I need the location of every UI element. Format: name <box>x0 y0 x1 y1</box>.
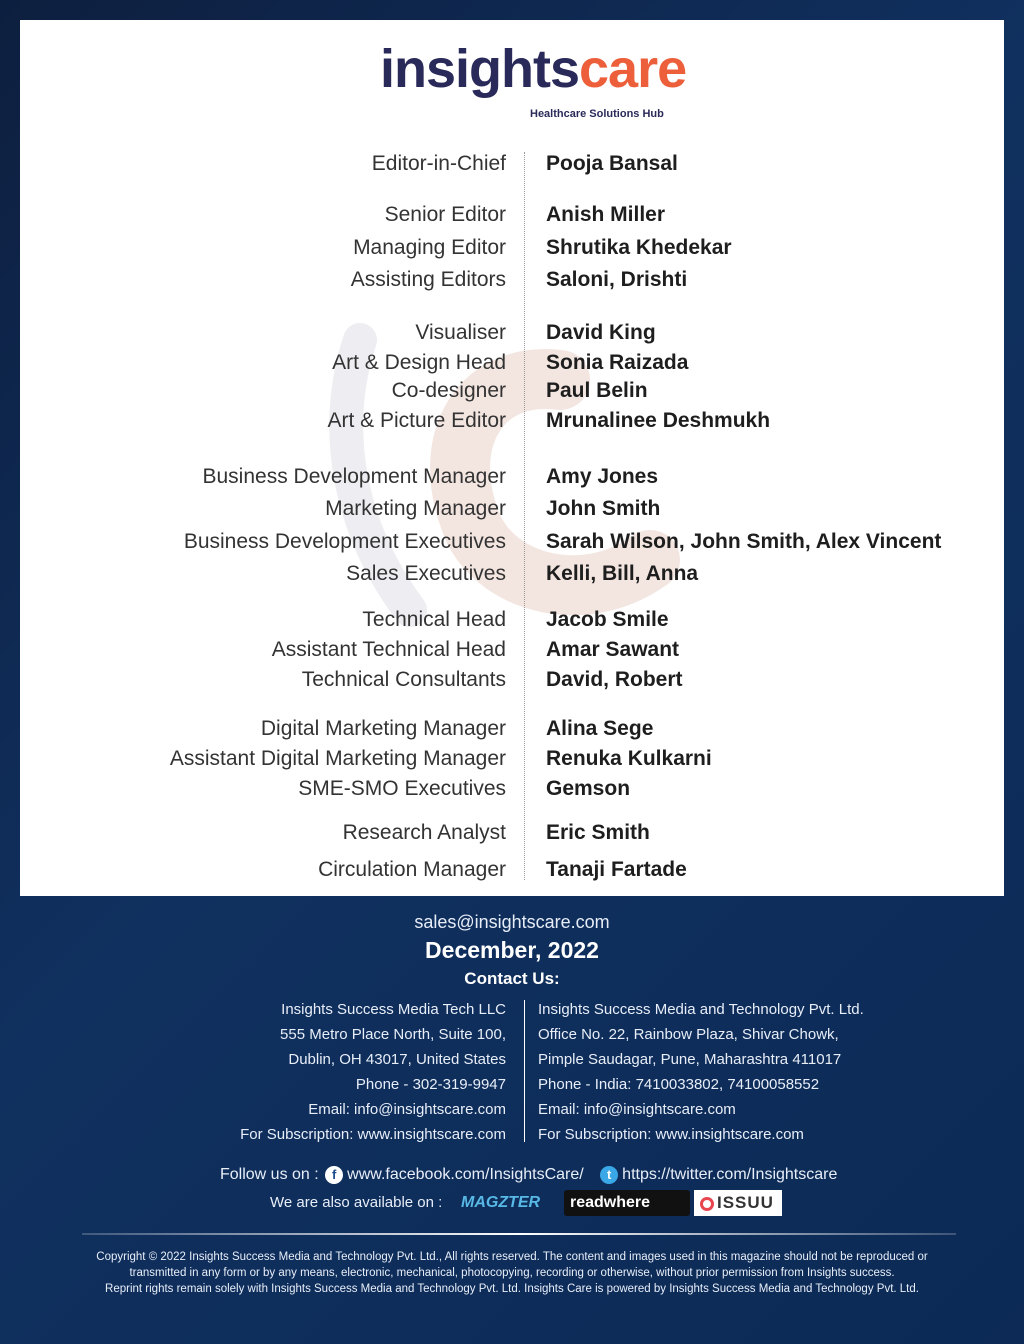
available-label: We are also available on : <box>270 1194 443 1211</box>
staff-role: Editor-in-Chief <box>371 152 506 175</box>
staff-row <box>20 409 1004 439</box>
staff-name: Jacob Smile <box>546 608 669 631</box>
staff-role: Sales Executives <box>346 562 506 585</box>
staff-row <box>20 668 1004 698</box>
twitter-link[interactable]: https://twitter.com/Insightscare <box>622 1166 838 1183</box>
staff-role: Assisting Editors <box>350 268 506 291</box>
staff-name: Kelli, Bill, Anna <box>546 562 699 585</box>
staff-role: Assistant Digital Marketing Manager <box>169 747 506 770</box>
staff-role: SME-SMO Executives <box>298 777 506 800</box>
footer-rule <box>82 1233 956 1235</box>
staff-row <box>20 268 1004 298</box>
logo-word-part1: insights <box>380 39 580 99</box>
staff-row <box>20 777 1004 807</box>
staff-name: Alina Sege <box>546 717 654 740</box>
staff-row <box>20 465 1004 495</box>
staff-row <box>20 747 1004 777</box>
facebook-link[interactable]: www.facebook.com/InsightsCare/ <box>347 1166 584 1183</box>
staff-row <box>20 717 1004 747</box>
staff-name: Pooja Bansal <box>546 152 678 175</box>
staff-role: Art & Picture Editor <box>327 409 506 432</box>
logo-word-part2: care <box>579 39 687 99</box>
staff-name: Sonia Raizada <box>546 351 689 374</box>
staff-row <box>20 608 1004 638</box>
staff-role: Visualiser <box>415 321 506 344</box>
twitter-icon[interactable]: t <box>600 1166 618 1184</box>
footer <box>0 896 1024 1344</box>
staff-row <box>20 203 1004 233</box>
staff-name: Eric Smith <box>546 821 650 844</box>
us-address-line: Dublin, OH 43017, United States <box>288 1051 506 1068</box>
copyright-notice <box>60 1249 964 1297</box>
staff-role: Technical Consultants <box>301 668 506 691</box>
address-divider <box>524 1000 525 1142</box>
us-address-line: Insights Success Media Tech LLC <box>281 1001 506 1018</box>
staff-row <box>20 821 1004 851</box>
staff-name: Saloni, Drishti <box>546 268 688 291</box>
staff-role: Circulation Manager <box>318 858 506 881</box>
india-email: Email: info@insightscare.com <box>538 1101 736 1118</box>
sales-email-link[interactable]: sales@insightscare.com <box>414 912 610 932</box>
staff-role: Technical Head <box>362 608 506 631</box>
staff-name: Anish Miller <box>546 203 666 226</box>
staff-row <box>20 321 1004 351</box>
staff-role: Senior Editor <box>384 203 506 226</box>
staff-row <box>20 152 1004 182</box>
staff-name: Amar Sawant <box>546 638 680 661</box>
staff-row <box>20 530 1004 560</box>
staff-row <box>20 497 1004 527</box>
staff-name: Tanaji Fartade <box>546 858 687 881</box>
us-phone: Phone - 302-319-9947 <box>355 1076 506 1093</box>
staff-role: Managing Editor <box>353 236 506 259</box>
staff-name: David, Robert <box>546 668 683 691</box>
staff-name: Paul Belin <box>546 379 648 402</box>
india-address-line: Office No. 22, Rainbow Plaza, Shivar Chowk, <box>538 1026 839 1043</box>
staff-role: Research Analyst <box>342 821 506 844</box>
india-address-line: Pimple Saudagar, Pune, Maharashtra 411017 <box>538 1051 842 1068</box>
india-address-line: Insights Success Media and Technology Pvt. Ltd. <box>538 1001 864 1018</box>
us-email: Email: info@insightscare.com <box>308 1101 506 1118</box>
staff-role: Business Development Manager <box>202 465 506 488</box>
issuu-label: ISSUU <box>717 1193 774 1212</box>
facebook-icon[interactable]: f <box>325 1166 343 1184</box>
logo-wordmark <box>380 39 687 99</box>
logo-tagline: Healthcare Solutions Hub <box>530 108 664 120</box>
us-address-line: 555 Metro Place North, Suite 100, <box>280 1026 506 1043</box>
copyright-line: Copyright © 2022 Insights Success Media and Technology Pvt. Ltd., All rights reserved. The content and images used in this magazine should not be reproduced or <box>96 1251 928 1263</box>
magzter-badge[interactable]: MAGZTER <box>461 1194 541 1211</box>
staff-role: Digital Marketing Manager <box>260 717 506 740</box>
staff-name: Renuka Kulkarni <box>546 747 712 770</box>
staff-row <box>20 858 1004 888</box>
insightscare-logo <box>380 39 690 128</box>
us-subscription: For Subscription: www.insightscare.com <box>240 1126 506 1143</box>
issue-date: December, 2022 <box>425 937 599 963</box>
india-subscription: For Subscription: www.insightscare.com <box>538 1126 804 1143</box>
staff-name: David King <box>546 321 656 344</box>
issuu-badge[interactable] <box>694 1190 782 1216</box>
staff-row <box>20 236 1004 266</box>
staff-role: Marketing Manager <box>325 497 506 520</box>
staff-role: Art & Design Head <box>332 351 506 374</box>
social-links <box>220 1166 837 1184</box>
india-address-block <box>538 997 864 1147</box>
staff-role: Co-designer <box>391 379 506 402</box>
staff-row <box>20 379 1004 409</box>
staff-row <box>20 638 1004 668</box>
follow-label: Follow us on : <box>220 1166 319 1183</box>
staff-name: Sarah Wilson, John Smith, Alex Vincent <box>546 530 942 553</box>
staff-name: Mrunalinee Deshmukh <box>546 409 771 432</box>
contact-heading: Contact Us: <box>464 969 560 988</box>
masthead-card <box>20 20 1004 896</box>
staff-row <box>20 562 1004 592</box>
readwhere-badge[interactable]: readwhere <box>564 1190 690 1216</box>
staff-row <box>20 351 1004 381</box>
staff-name: Gemson <box>546 777 631 800</box>
staff-name: John Smith <box>546 497 661 520</box>
staff-name: Amy Jones <box>546 465 659 488</box>
staff-name: Shrutika Khedekar <box>546 236 732 259</box>
copyright-line: Reprint rights remain solely with Insights Success Media and Technology Pvt. Ltd. Insights Care is powered by Insights Success Media and Technology Pvt. Ltd. <box>105 1283 919 1295</box>
us-address-block <box>240 997 506 1147</box>
issuu-icon <box>700 1197 714 1211</box>
india-phone: Phone - India: 7410033802, 74100058552 <box>538 1076 820 1093</box>
staff-role: Assistant Technical Head <box>271 638 506 661</box>
copyright-line: transmitted in any form or by any means, electronic, mechanical, photocopying, recording or otherwise, without prior permission from Insights success. <box>129 1267 895 1279</box>
staff-role: Business Development Executives <box>183 530 506 553</box>
